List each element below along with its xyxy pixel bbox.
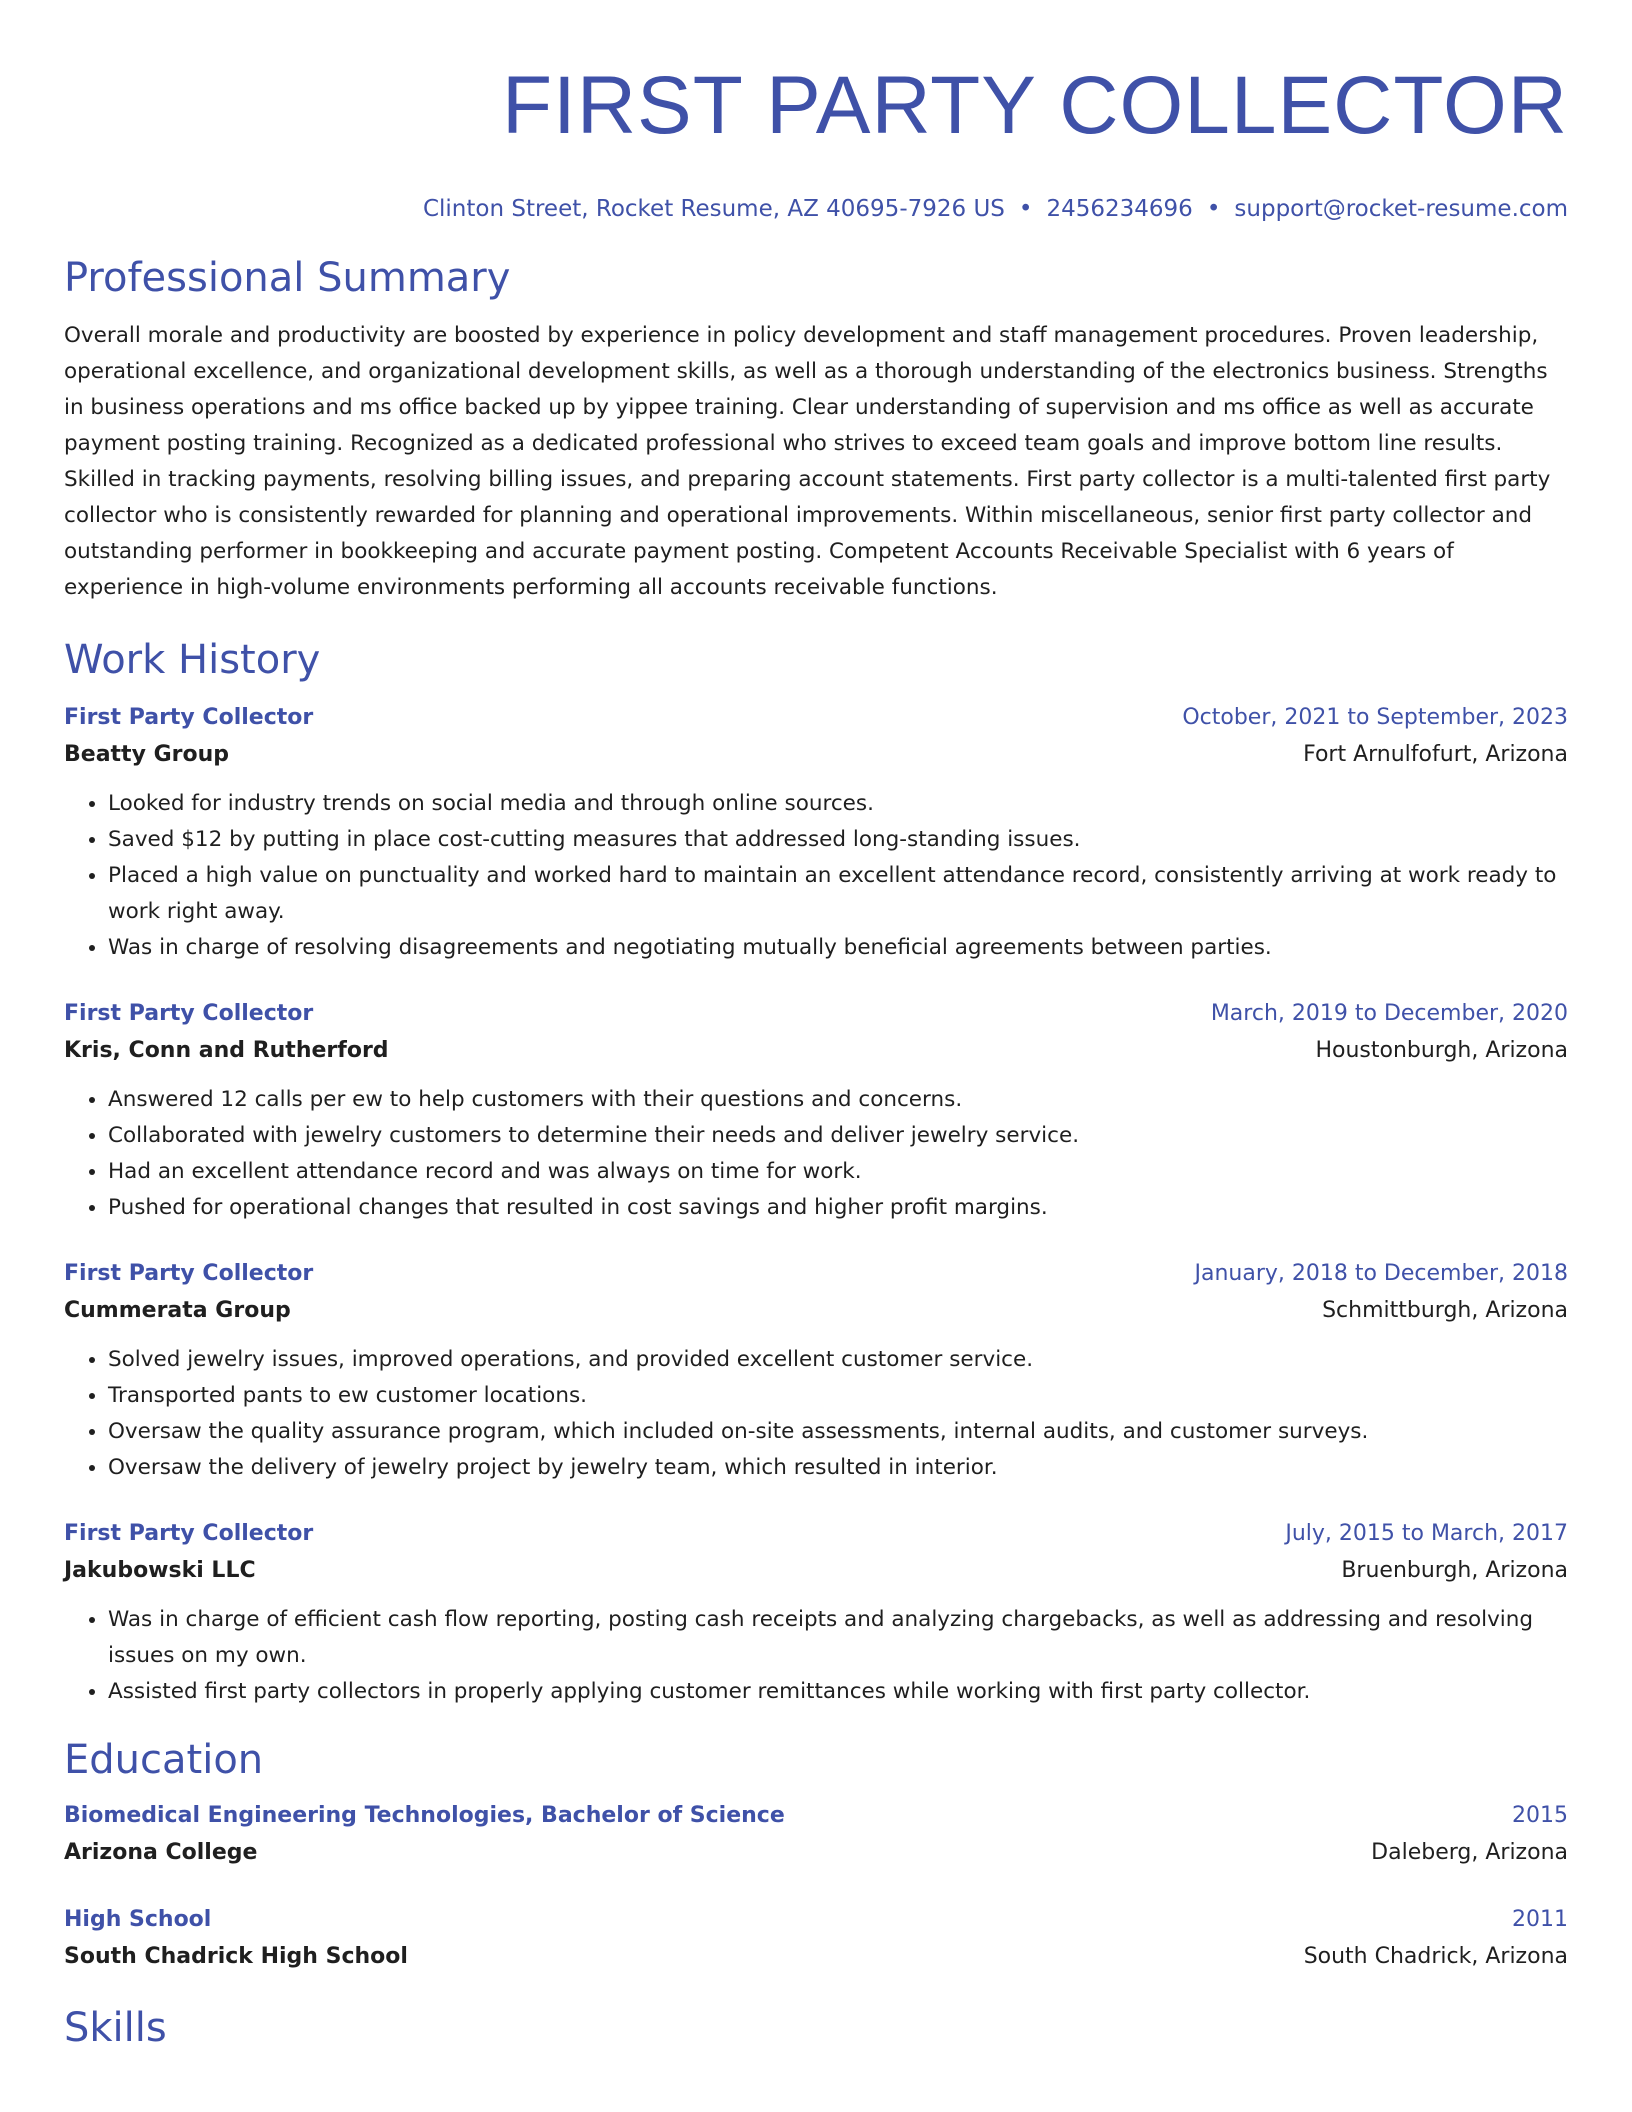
summary-text: Overall morale and productivity are boosted by experience in policy development and staff management procedures. Proven leadership, operational excellence, and organizational development skills, as well as a thorough understanding of the electronics business. Strengths in business operations and ms office backed up by yippee training. Clear understanding of supervision and ms office as well as accurate payment posting training. Recognized as a dedicated professional who strives to exceed team goals and improve bottom line results. Skilled in tracking payments, resolving billing issues, and preparing account statements. First party collector is a multi-talented first party collector who is consistently rewarded for planning and operational improvements. Within miscellaneous, senior first party collector and outstanding performer in bookkeeping and accurate payment posting. Competent Accounts Receivable Specialist with 6 years of experience in high-volume environments performing all accounts receivable functions. [64,323,1551,600]
job-bullets [64,786,1568,966]
job-location: Schmittburgh, Arizona [1322,1298,1568,1323]
job-bullets [64,1342,1568,1486]
job-entry [64,700,1568,966]
job-role: First Party Collector [64,1001,314,1026]
job-role: First Party Collector [64,1521,314,1546]
contact-separator: • [1018,196,1033,222]
contact-line [64,194,1568,224]
job-bullet: • Looked for industry trends on social media and through online sources. [108,786,1568,822]
job-role: First Party Collector [64,705,314,730]
education-degree: High School [64,1907,212,1932]
job-bullet: • Had an excellent attendance record and was always on time for work. [108,1154,1568,1190]
education-school: Arizona College [64,1840,258,1865]
education-degree: Biomedical Engineering Technologies, Bachelor of Science [64,1803,785,1828]
education-entry [64,1902,1568,1976]
education-entry [64,1798,1568,1872]
education-year: 2011 [1512,1907,1568,1932]
job-bullets [64,1082,1568,1226]
section-title-work-history: Work History [64,637,321,683]
job-bullet: • Answered 12 calls per ew to help customers with their questions and concerns. [108,1082,1568,1118]
section-title-summary: Professional Summary [64,255,511,301]
job-entry [64,996,1568,1226]
job-company: Cummerata Group [64,1298,291,1323]
job-bullet: • Solved jewelry issues, improved operations, and provided excellent customer service. [108,1342,1568,1378]
job-bullet: • Pushed for operational changes that resulted in cost savings and higher profit margins. [108,1190,1568,1226]
job-bullet: • Transported pants to ew customer locations. [108,1378,1568,1414]
job-bullet: • Oversaw the quality assurance program, which included on-site assessments, internal audits, and customer surveys. [108,1414,1568,1450]
job-dates: March, 2019 to December, 2020 [1210,1001,1568,1026]
resume-name: FIRST PARTY COLLECTOR [501,60,1568,151]
job-bullet: • Was in charge of efficient cash flow reporting, posting cash receipts and analyzing chargebacks, as well as addressing and resolving issues on my own. [108,1602,1568,1674]
section-title-skills: Skills [64,2005,167,2051]
job-company: Kris, Conn and Rutherford [64,1038,389,1063]
section-title-education: Education [64,1737,264,1783]
job-entry [64,1256,1568,1486]
job-dates: January, 2018 to December, 2018 [1194,1261,1568,1286]
job-bullet: • Was in charge of resolving disagreements and negotiating mutually beneficial agreements between parties. [108,930,1568,966]
contact-address: Clinton Street, Rocket Resume, AZ 40695-7926 US [422,196,1005,222]
job-bullet: • Collaborated with jewelry customers to determine their needs and deliver jewelry service. [108,1118,1568,1154]
job-location: Bruenburgh, Arizona [1341,1558,1568,1583]
contact-phone: 2456234696 [1046,196,1193,222]
job-entry [64,1516,1568,1710]
job-dates: October, 2021 to September, 2023 [1182,705,1568,730]
contact-email[interactable]: support@rocket-resume.com [1234,196,1568,222]
job-company: Beatty Group [64,742,229,767]
job-bullet: • Saved $12 by putting in place cost-cutting measures that addressed long-standing issues. [108,822,1568,858]
resume-page [64,0,1568,2054]
job-bullets [64,1602,1568,1710]
job-dates: July, 2015 to March, 2017 [1285,1521,1568,1546]
job-role: First Party Collector [64,1261,314,1286]
job-bullet: • Placed a high value on punctuality and worked hard to maintain an excellent attendance record, consistently arriving at work ready to work right away. [108,858,1568,930]
job-location: Fort Arnulfofurt, Arizona [1303,742,1568,767]
job-company: Jakubowski LLC [64,1558,256,1583]
education-school: South Chadrick High School [64,1944,408,1969]
job-location: Houstonburgh, Arizona [1315,1038,1568,1063]
job-bullet: • Assisted first party collectors in properly applying customer remittances while working with first party collector. [108,1674,1568,1710]
contact-separator: • [1206,196,1221,222]
education-location: Daleberg, Arizona [1371,1840,1568,1865]
job-bullet: • Oversaw the delivery of jewelry project by jewelry team, which resulted in interior. [108,1450,1568,1486]
education-location: South Chadrick, Arizona [1303,1944,1568,1969]
education-year: 2015 [1512,1803,1568,1828]
